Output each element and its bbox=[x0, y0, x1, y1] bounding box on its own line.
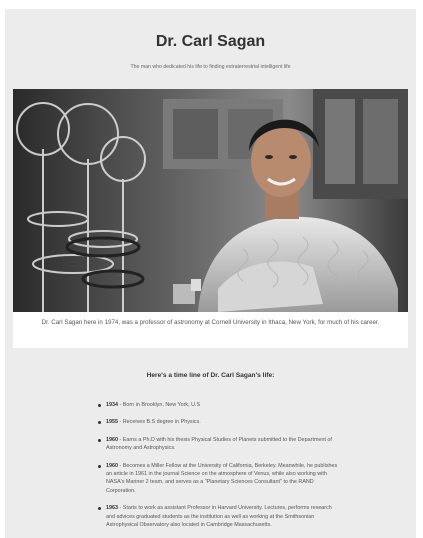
timeline-list bbox=[98, 401, 338, 538]
tribute-page bbox=[5, 9, 416, 538]
timeline-item bbox=[98, 436, 338, 453]
bullet-icon bbox=[98, 507, 101, 510]
timeline-item bbox=[98, 462, 338, 496]
bullet-icon bbox=[98, 465, 101, 468]
timeline-item bbox=[98, 401, 338, 409]
bullet-icon bbox=[98, 404, 101, 407]
page-title: Dr. Carl Sagan bbox=[155, 33, 266, 50]
page-subtitle: The man who dedicated his life to finding extraterrestrial intelligent life bbox=[130, 64, 291, 70]
timeline-text: - Starts to work as assistant Professor in Harvard University. Lectures, performs research and advices graduated students as the institution as well as working at the Smithsonian Astrophysical Observatory also located in Cambridge Massachusetts. bbox=[106, 505, 332, 529]
image-caption: Dr. Carl Sagan here in 1974, was a professor of astronomy at Cornell University in Ithaca, New York, for much of his career. bbox=[41, 319, 380, 326]
timeline-item bbox=[98, 418, 338, 426]
timeline-year: 1955 bbox=[106, 419, 118, 426]
bullet-icon bbox=[98, 421, 101, 424]
timeline-year: 1934 bbox=[106, 402, 118, 408]
image-card bbox=[13, 89, 408, 348]
timeline-text: - Becomes a Miller Fellow at the University of California, Berkeley. Meanwhile, he publishes an article in 1961 in the journal Science on the atmosphere of Venus, while also working with NASA's Mariner 2 team, and serves as a "Planetary Sciences Consultant" to the RAND Corporation. bbox=[106, 462, 338, 494]
timeline-year: 1963 bbox=[106, 505, 118, 512]
timeline-year: 1960 bbox=[106, 436, 118, 443]
bullet-icon bbox=[98, 439, 101, 442]
timeline-heading: Here's a time line of Dr. Carl Sagan's life: bbox=[146, 372, 275, 379]
timeline-item bbox=[98, 504, 338, 529]
portrait-photo bbox=[13, 89, 408, 312]
timeline-text: - Receives B.S degree in Physics. bbox=[118, 419, 201, 426]
timeline-text: - Earns a Ph.D with his thesis Physical Studies of Planets submitted to the Department of Astronomy and Astrophysics. bbox=[106, 436, 332, 452]
timeline-year: 1960 bbox=[106, 462, 118, 469]
timeline-text: - Born in Brooklyn, New York, U.S bbox=[118, 402, 201, 408]
